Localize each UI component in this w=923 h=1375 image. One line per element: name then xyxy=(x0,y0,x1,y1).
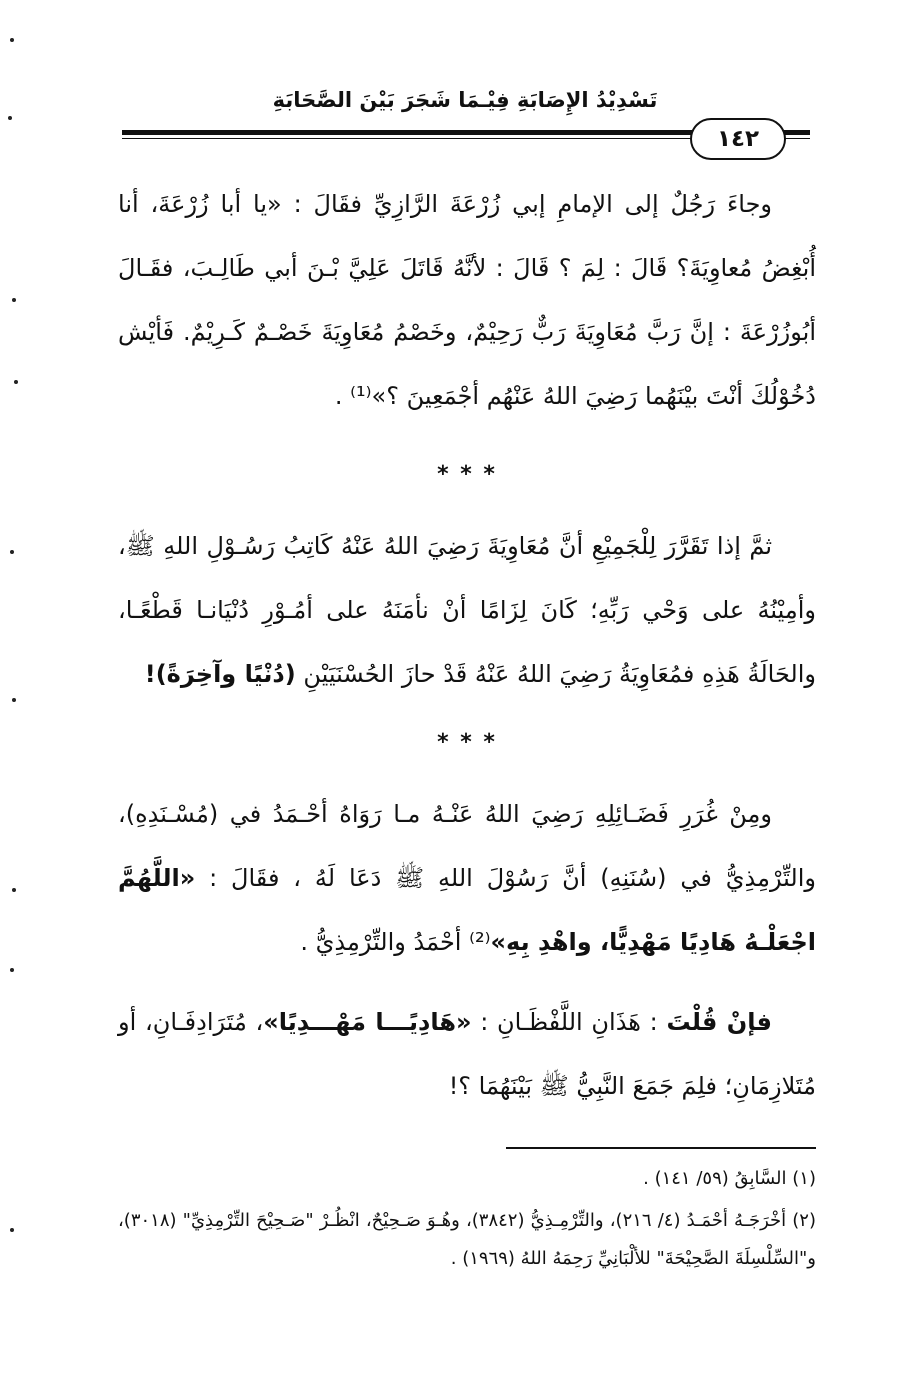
paragraph-2-text xyxy=(118,514,816,706)
section-separator: * * * xyxy=(437,462,497,487)
section-separator-2: * * * xyxy=(437,730,497,755)
paragraph-3-lead: ومِنْ غُرَرِ فَضَـائِلِهِ رَضِيَ اللهُ عَنْـهُ مـا رَوَاهُ أحْـمَدُ في (مُسْـنَدِهِ)، والتِّرْمِذِيُّ في (سُنَنِهِ) أنَّ رَسُوْلَ اللهِ ﷺ دَعَا لَهُ ، فقَالَ : xyxy=(118,800,816,892)
paragraph-1 xyxy=(118,172,816,428)
paragraph-3 xyxy=(118,782,816,974)
footnote-1: (١) السَّابِقُ (٥٩/ ١٤١) . xyxy=(643,1168,816,1189)
paragraph-4-tail: ، مُتَرَادِفَـانِ، أو مُتَلازِمَانِ؛ فلِمَ جَمَعَ النَّبِيُّ ﷺ بَيْنَهُمَا ؟! xyxy=(118,1008,816,1100)
paragraph-3-tail: ⁽²⁾ أحْمَدُ والتِّرْمِذِيُّ . xyxy=(300,928,491,956)
scan-speck xyxy=(10,550,14,554)
paragraph-2-lead: ثمَّ إذا تَقَرَّرَ لِلْجَمِيْعِ أنَّ مُعَاوِيَةَ رَضِيَ اللهُ عَنْهُ كَاتِبُ رَسُـوْلِ اللهِ ﷺ، وأمِيْنُهُ على وَحْي رَبِّهِ؛ كَانَ لِزَامًا أنْ نأمَنَهُ على أمُـوْرِ دُنْيَانـا قَطْعًـا، والحَالَةُ هَذِهِ فمُعَاوِيَةُ رَضِيَ اللهُ عَنْهُ قَدْ حازَ الحُسْنَيَيْنِ xyxy=(118,532,816,688)
page-number: ١٤٢ xyxy=(690,118,786,160)
paragraph-4-mid: : هَذَانِ اللَّفْظَـانِ : xyxy=(480,1008,658,1036)
scan-speck xyxy=(12,698,16,702)
scan-speck xyxy=(8,116,12,120)
footnotes xyxy=(118,1160,816,1282)
scan-speck xyxy=(12,888,16,892)
scan-speck xyxy=(10,968,14,972)
paragraph-3-text xyxy=(118,782,816,974)
paragraph-2 xyxy=(118,514,816,706)
paragraph-4 xyxy=(118,990,816,1118)
scan-speck xyxy=(10,1228,14,1232)
scan-speck xyxy=(12,298,16,302)
paragraph-2-emphasis: (دُنْيًا وآخِرَةً)! xyxy=(144,660,296,688)
hadith-quote: «اللَّهُمَّ اجْعَلْـهُ هَادِيًا مَهْدِيًّا، واهْدِ بِهِ» xyxy=(118,864,816,956)
scan-speck xyxy=(10,38,14,42)
footnote-separator xyxy=(506,1147,816,1149)
paragraph-4-text xyxy=(118,990,816,1118)
running-header-title: تَسْدِيْدُ الإِصَابَةِ فِيْـمَا شَجَرَ بَيْنَ الصَّحَابَةِ xyxy=(272,88,658,112)
paragraph-1-text: وجاءَ رَجُلٌ إلى الإمامِ إبي زُرْعَةَ الرَّازِيِّ فقَالَ : «يا أبا زُرْعَةَ، أنا أُبْغِضُ مُعاوِيَةَ؟ قَالَ : لِمَ ؟ قَالَ : لأنَّهُ قَاتَلَ عَلِيَّ بْـنَ أبي طَالِـبَ، فقَـالَ أبُوزُرْعَةَ : إنَّ رَبَّ مُعَاوِيَةَ رَبٌّ رَحِيْمٌ، وخَصْمُ مُعَاوِيَةَ خَصْـمٌ كَـرِيْمٌ. فَأيْش دُخُوْلُكَ أنْتَ بيْنَهُما رَضِيَ اللهُ عَنْهُم أجْمَعِينَ ؟»⁽¹⁾ . xyxy=(118,190,816,410)
scan-speck xyxy=(14,380,18,384)
paragraph-4-quote: «هَادِيًـــا مَهْـــدِيًا» xyxy=(263,1008,472,1036)
footnote-2: (٢) أخْرَجَـهُ أحْمَـدُ (٤/ ٢١٦)، والتِّرْمِـذِيُّ (٣٨٤٢)، وهُـوَ صَـحِيْحٌ، انْظُـرْ "صَـحِيْحَ التِّرْمِذِيِّ" (٣٠١٨)، و"السِّلْسِلَةَ الصَّحِيْحَةَ" للألْبَانِيِّ رَحِمَهُ اللهُ (١٩٦٩) . xyxy=(118,1210,816,1269)
paragraph-4-lead: فإنْ قُلْتَ xyxy=(666,1008,773,1036)
